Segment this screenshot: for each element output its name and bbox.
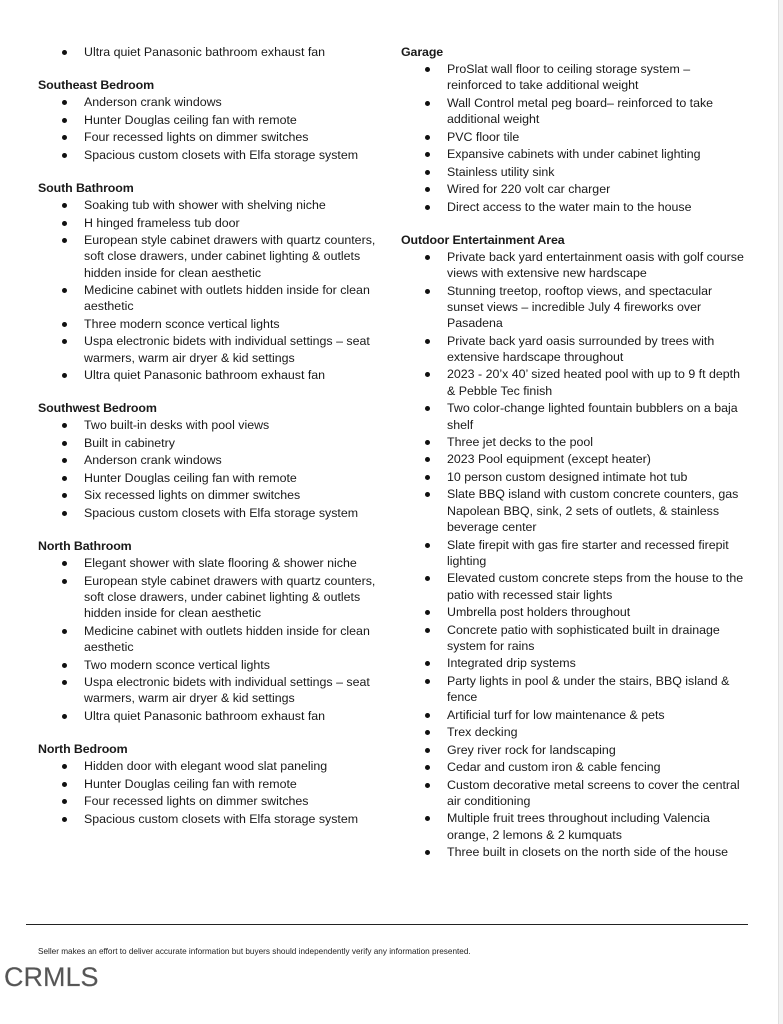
bullet-list	[38, 94, 383, 163]
list-item: Hunter Douglas ceiling fan with remote	[38, 776, 383, 792]
list-item: Slate firepit with gas fire starter and recessed firepit lighting	[401, 537, 746, 570]
list-item: Stunning treetop, rooftop views, and spectacular sunset views – incredible July 4 fireworks over Pasadena	[401, 283, 746, 332]
list-item: Trex decking	[401, 724, 746, 740]
list-item: Hunter Douglas ceiling fan with remote	[38, 112, 383, 128]
list-item: Hunter Douglas ceiling fan with remote	[38, 470, 383, 486]
footer-divider	[26, 924, 748, 925]
list-item: Three built in closets on the north side of the house	[401, 844, 746, 860]
bullet-list	[401, 61, 746, 215]
list-item: Party lights in pool & under the stairs, BBQ island & fence	[401, 673, 746, 706]
list-item: Slate BBQ island with custom concrete counters, gas Napolean BBQ, sink, 2 sets of outlets, & stainless beverage center	[401, 486, 746, 535]
list-item: Three jet decks to the pool	[401, 434, 746, 450]
list-item: Hidden door with elegant wood slat paneling	[38, 758, 383, 774]
section-outdoor-entertainment-area	[401, 232, 746, 861]
list-item: Artificial turf for low maintenance & pets	[401, 707, 746, 723]
list-item: PVC floor tile	[401, 129, 746, 145]
list-item: ProSlat wall floor to ceiling storage system – reinforced to take additional weight	[401, 61, 746, 94]
list-item: Uspa electronic bidets with individual settings – seat warmers, warm air dryer & kid settings	[38, 674, 383, 707]
list-item: Stainless utility sink	[401, 164, 746, 180]
bullet-list	[38, 417, 383, 521]
list-item: Two color-change lighted fountain bubblers on a baja shelf	[401, 400, 746, 433]
list-item: 2023 Pool equipment (except heater)	[401, 451, 746, 467]
section-title: South Bathroom	[38, 181, 134, 196]
list-item: Ultra quiet Panasonic bathroom exhaust fan	[38, 44, 383, 60]
section-north-bathroom	[38, 538, 383, 724]
section-continued	[38, 44, 383, 60]
list-item: Two modern sconce vertical lights	[38, 657, 383, 673]
bullet-list	[38, 44, 383, 60]
list-item: Anderson crank windows	[38, 94, 383, 110]
left-column	[38, 44, 383, 844]
list-item: Medicine cabinet with outlets hidden inside for clean aesthetic	[38, 623, 383, 656]
list-item: Four recessed lights on dimmer switches	[38, 793, 383, 809]
list-item: Spacious custom closets with Elfa storage system	[38, 505, 383, 521]
list-item: Grey river rock for landscaping	[401, 742, 746, 758]
list-item: H hinged frameless tub door	[38, 215, 383, 231]
list-item: Cedar and custom iron & cable fencing	[401, 759, 746, 775]
list-item: Wired for 220 volt car charger	[401, 181, 746, 197]
list-item: Umbrella post holders throughout	[401, 604, 746, 620]
section-title: North Bedroom	[38, 742, 128, 757]
list-item: Multiple fruit trees throughout including Valencia orange, 2 lemons & 2 kumquats	[401, 810, 746, 843]
list-item: European style cabinet drawers with quartz counters, soft close drawers, under cabinet lighting & outlets hidden inside for clean aesthetic	[38, 573, 383, 622]
section-title: Garage	[401, 45, 444, 59]
list-item: Soaking tub with shower with shelving niche	[38, 197, 383, 213]
crmls-watermark-logo: CRMLS	[4, 962, 99, 992]
bullet-list	[38, 555, 383, 724]
list-item: Concrete patio with sophisticated built in drainage system for rains	[401, 622, 746, 655]
bullet-list	[38, 197, 383, 383]
list-item: Six recessed lights on dimmer switches	[38, 487, 383, 503]
bullet-list	[401, 249, 746, 861]
list-item: Private back yard entertainment oasis with golf course views with extensive new hardscape	[401, 249, 746, 282]
list-item: Built in cabinetry	[38, 435, 383, 451]
section-south-bathroom	[38, 180, 383, 383]
section-southeast-bedroom	[38, 77, 383, 163]
list-item: Uspa electronic bidets with individual settings – seat warmers, warm air dryer & kid settings	[38, 333, 383, 366]
list-item: Ultra quiet Panasonic bathroom exhaust fan	[38, 708, 383, 724]
section-title: North Bathroom	[38, 539, 132, 554]
list-item: 2023 - 20’x 40’ sized heated pool with up to 9 ft depth & Pebble Tec finish	[401, 366, 746, 399]
list-item: Two built-in desks with pool views	[38, 417, 383, 433]
section-title: Outdoor Entertainment Area	[401, 232, 565, 247]
list-item: Integrated drip systems	[401, 655, 746, 671]
list-item: 10 person custom designed intimate hot tub	[401, 469, 746, 485]
list-item: Anderson crank windows	[38, 452, 383, 468]
list-item: Direct access to the water main to the house	[401, 199, 746, 215]
list-item: Three modern sconce vertical lights	[38, 316, 383, 332]
list-item: Four recessed lights on dimmer switches	[38, 129, 383, 145]
list-item: Custom decorative metal screens to cover the central air conditioning	[401, 777, 746, 810]
list-item: Private back yard oasis surrounded by trees with extensive hardscape throughout	[401, 333, 746, 366]
list-item: European style cabinet drawers with quartz counters, soft close drawers, under cabinet lighting & outlets hidden inside for clean aesthetic	[38, 232, 383, 281]
list-item: Spacious custom closets with Elfa storage system	[38, 811, 383, 827]
list-item: Elevated custom concrete steps from the house to the patio with recessed stair lights	[401, 570, 746, 603]
footer-disclaimer: Seller makes an effort to deliver accurate information but buyers should independently verify any information presented.	[38, 947, 471, 956]
list-item: Expansive cabinets with under cabinet lighting	[401, 146, 746, 162]
list-item: Spacious custom closets with Elfa storage system	[38, 147, 383, 163]
section-southwest-bedroom	[38, 400, 383, 521]
section-title: Southwest Bedroom	[38, 401, 157, 416]
section-north-bedroom	[38, 741, 383, 827]
bullet-list	[38, 758, 383, 827]
list-item: Ultra quiet Panasonic bathroom exhaust fan	[38, 367, 383, 383]
section-title: Southeast Bedroom	[38, 78, 155, 93]
list-item: Medicine cabinet with outlets hidden inside for clean aesthetic	[38, 282, 383, 315]
section-garage	[401, 44, 746, 215]
right-column	[401, 44, 746, 877]
list-item: Elegant shower with slate flooring & shower niche	[38, 555, 383, 571]
list-item: Wall Control metal peg board– reinforced to take additional weight	[401, 95, 746, 128]
